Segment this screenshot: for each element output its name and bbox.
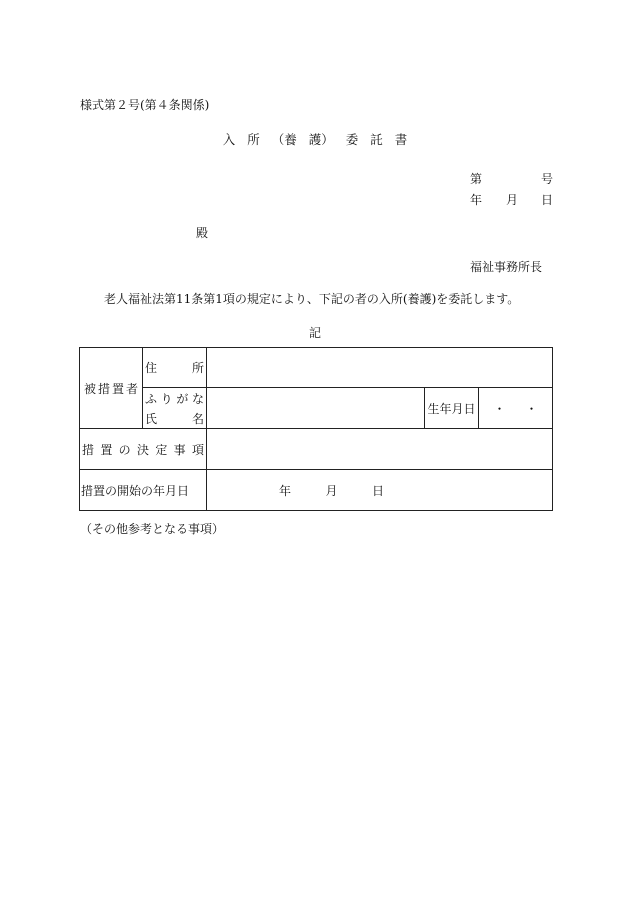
address-label-char: 所 <box>191 361 204 375</box>
body-text: 老人福祉法第11条第1項の規定により、下記の者の入所(養護)を委託します。 <box>104 292 520 306</box>
furigana-label-char: が <box>176 391 189 406</box>
address-row <box>80 348 553 388</box>
issue-date-month: 月 <box>506 193 519 207</box>
decision-label-char: 置 <box>100 442 113 457</box>
title-char: 入 <box>222 132 236 147</box>
subject-label-cell <box>80 348 143 429</box>
decision-label-char: 決 <box>136 442 149 457</box>
issue-number-suffix: 号 <box>541 172 554 186</box>
start-date-year: 年 <box>279 483 292 498</box>
start-date-month: 月 <box>325 483 338 498</box>
name-value-cell[interactable] <box>207 388 425 429</box>
issue-date-day: 日 <box>541 193 554 207</box>
title-char: 託 <box>370 132 383 147</box>
commission-table <box>79 347 553 511</box>
furigana-label-char: ふ <box>145 391 158 406</box>
birth-value-cell[interactable] <box>479 388 553 429</box>
start-date-cell[interactable] <box>207 470 553 511</box>
title-char: 書 <box>394 132 408 147</box>
birth-label-cell: 生年月日 <box>425 388 479 429</box>
decision-label-cell <box>80 429 207 470</box>
sender-title: 福祉事務所長 <box>470 260 543 274</box>
name-row <box>80 388 553 429</box>
name-label-char: 名 <box>191 411 204 426</box>
birth-date-separator: ・ <box>525 401 538 416</box>
decision-label-char: 項 <box>191 442 204 457</box>
address-label-char: 住 <box>145 361 158 375</box>
furigana-label-char: な <box>191 391 204 406</box>
address-label-cell <box>143 348 207 388</box>
decision-row <box>80 429 553 470</box>
name-label-cell <box>143 388 207 429</box>
document-title <box>0 130 630 148</box>
decision-label-char: 事 <box>173 442 186 457</box>
start-label-cell <box>80 470 207 511</box>
subject-label-char: 措 <box>97 381 110 396</box>
title-char: 委 <box>345 132 359 147</box>
start-date-day: 日 <box>371 483 384 498</box>
form-number: 様式第２号(第４条関係) <box>80 98 210 112</box>
addressee-honorific: 殿 <box>196 226 209 240</box>
subject-label-char: 被 <box>84 381 97 396</box>
title-char: 所 <box>247 132 260 147</box>
other-notes-label: （その他参考となる事項） <box>80 522 225 536</box>
decision-label-char: 定 <box>155 442 168 457</box>
issue-number-prefix: 第 <box>470 172 483 186</box>
subject-label-char: 置 <box>111 381 124 396</box>
decision-value-cell[interactable] <box>207 429 553 470</box>
decision-label-char: 措 <box>82 442 95 457</box>
decision-label-char: の <box>118 442 131 457</box>
furigana-label-char: り <box>160 391 173 406</box>
start-label: 措置の開始の年月日 <box>81 483 190 498</box>
title-char: （養 <box>271 132 297 147</box>
ki-heading: 記 <box>308 326 321 340</box>
address-value-cell[interactable] <box>207 348 553 388</box>
birth-date-separator: ・ <box>493 401 506 416</box>
subject-label-char: 者 <box>125 381 138 396</box>
issue-date-year: 年 <box>470 193 483 207</box>
name-label-char: 氏 <box>145 411 158 426</box>
start-date-row <box>80 470 553 511</box>
title-char: 護） <box>308 132 334 147</box>
